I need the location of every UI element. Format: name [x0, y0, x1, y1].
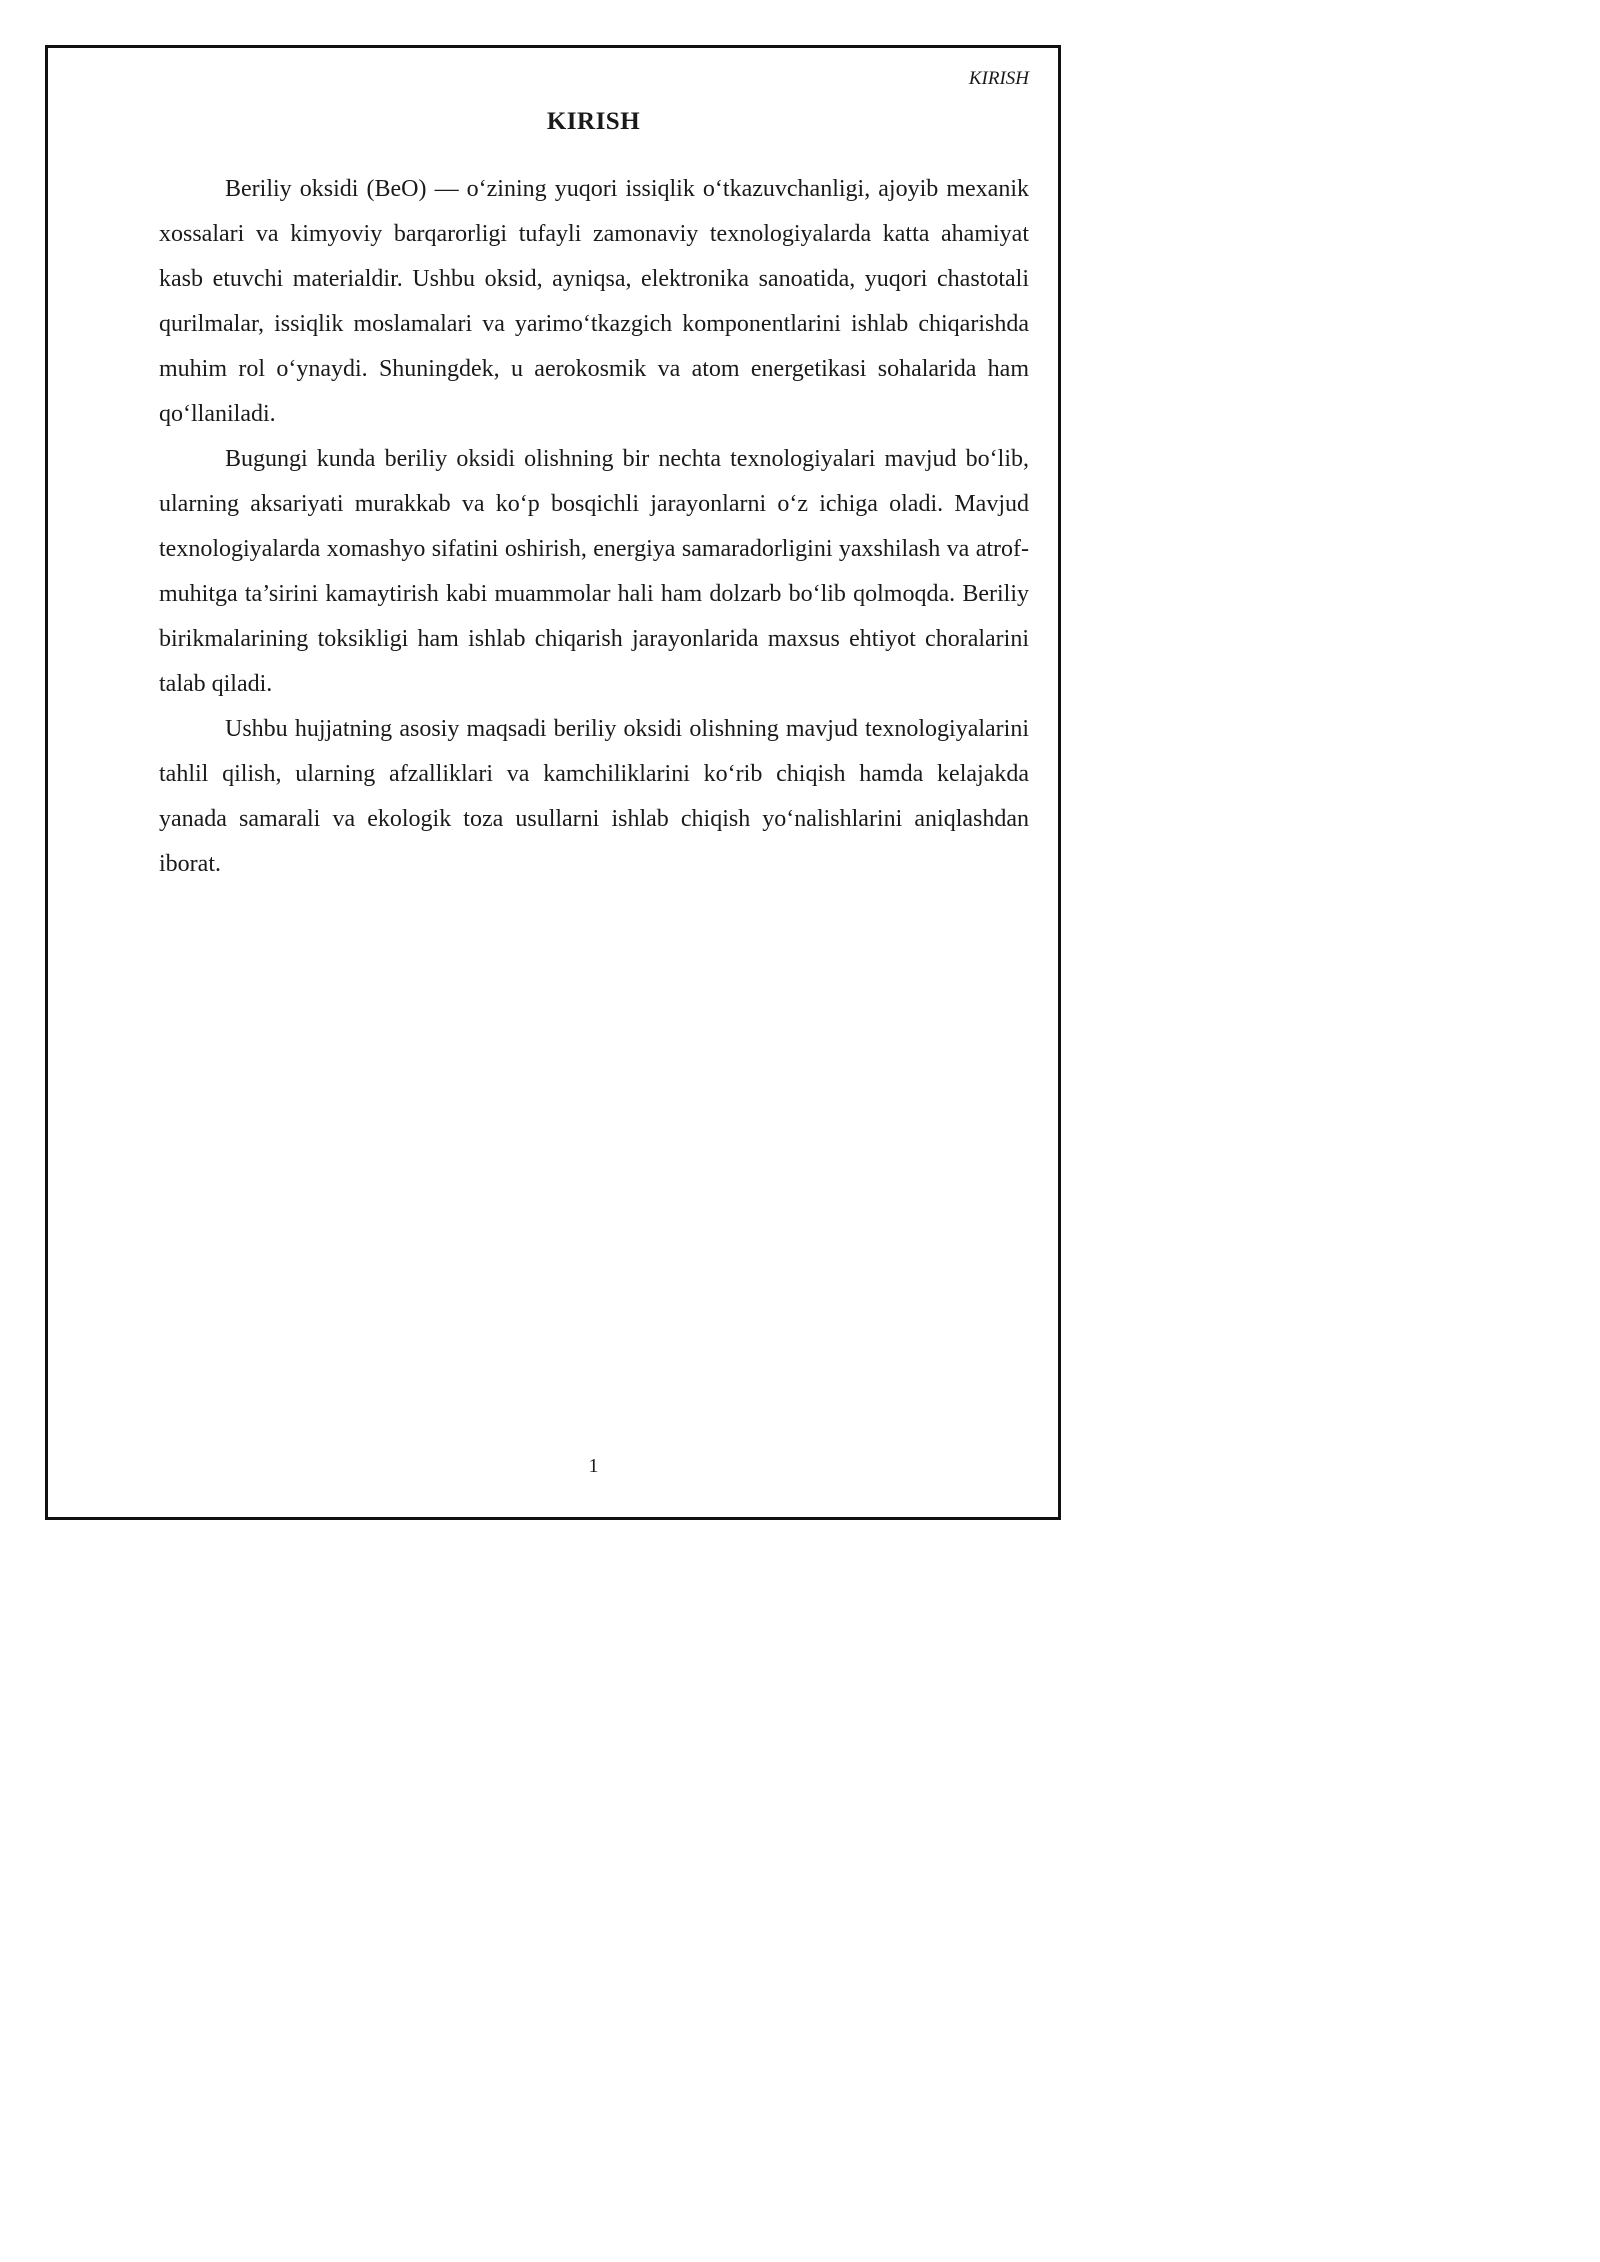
paragraph-aim: Ushbu hujjatning asosiy maqsadi beriliy oksidi olishning mavjud texnologiyalarini tahlil qilish, ularning afzalliklari va kamchiliklarini ko‘rib chiqish hamda kelajakda yanada samarali va ekologik toza usullarni ishlab chiqish yo‘nalishlarini aniqlashdan iborat.	[159, 716, 1029, 877]
page-number: 1	[588, 1455, 599, 1477]
running-header: KIRISH	[968, 68, 1029, 89]
paragraph-technologies: Bugungi kunda beriliy oksidi olishning bir nechta texnologiyalari mavjud bo‘lib, ularning aksariyati murakkab va ko‘p bosqichli jarayonlarni o‘z ichiga oladi. Mavjud texnologiyalarda xomashyo sifatini oshirish, energiya samaradorligini yaxshilash va atrof-muhitga ta’sirini kamaytirish kabi muammolar hali ham dolzarb bo‘lib qolmoqda. Beriliy birikmalarining toksikligi ham ishlab chiqarish jarayonlarida maxsus ehtiyot choralarini talab qiladi.	[159, 446, 1029, 697]
body-text	[159, 167, 1029, 887]
section-title: KIRISH	[546, 108, 641, 135]
paragraph-intro: Beriliy oksidi (BeO) — o‘zining yuqori issiqlik o‘tkazuvchanligi, ajoyib mexanik xossalari va kimyoviy barqarorligi tufayli zamonaviy texnologiyalarda katta ahamiyat kasb etuvchi materialdir. Ushbu oksid, ayniqsa, elektronika sanoatida, yuqori chastotali qurilmalar, issiqlik moslamalari va yarimo‘tkazgich komponentlarini ishlab chiqarishda muhim rol o‘ynaydi. Shuningdek, u aerokosmik va atom energetikasi sohalarida ham qo‘llaniladi.	[159, 176, 1029, 427]
